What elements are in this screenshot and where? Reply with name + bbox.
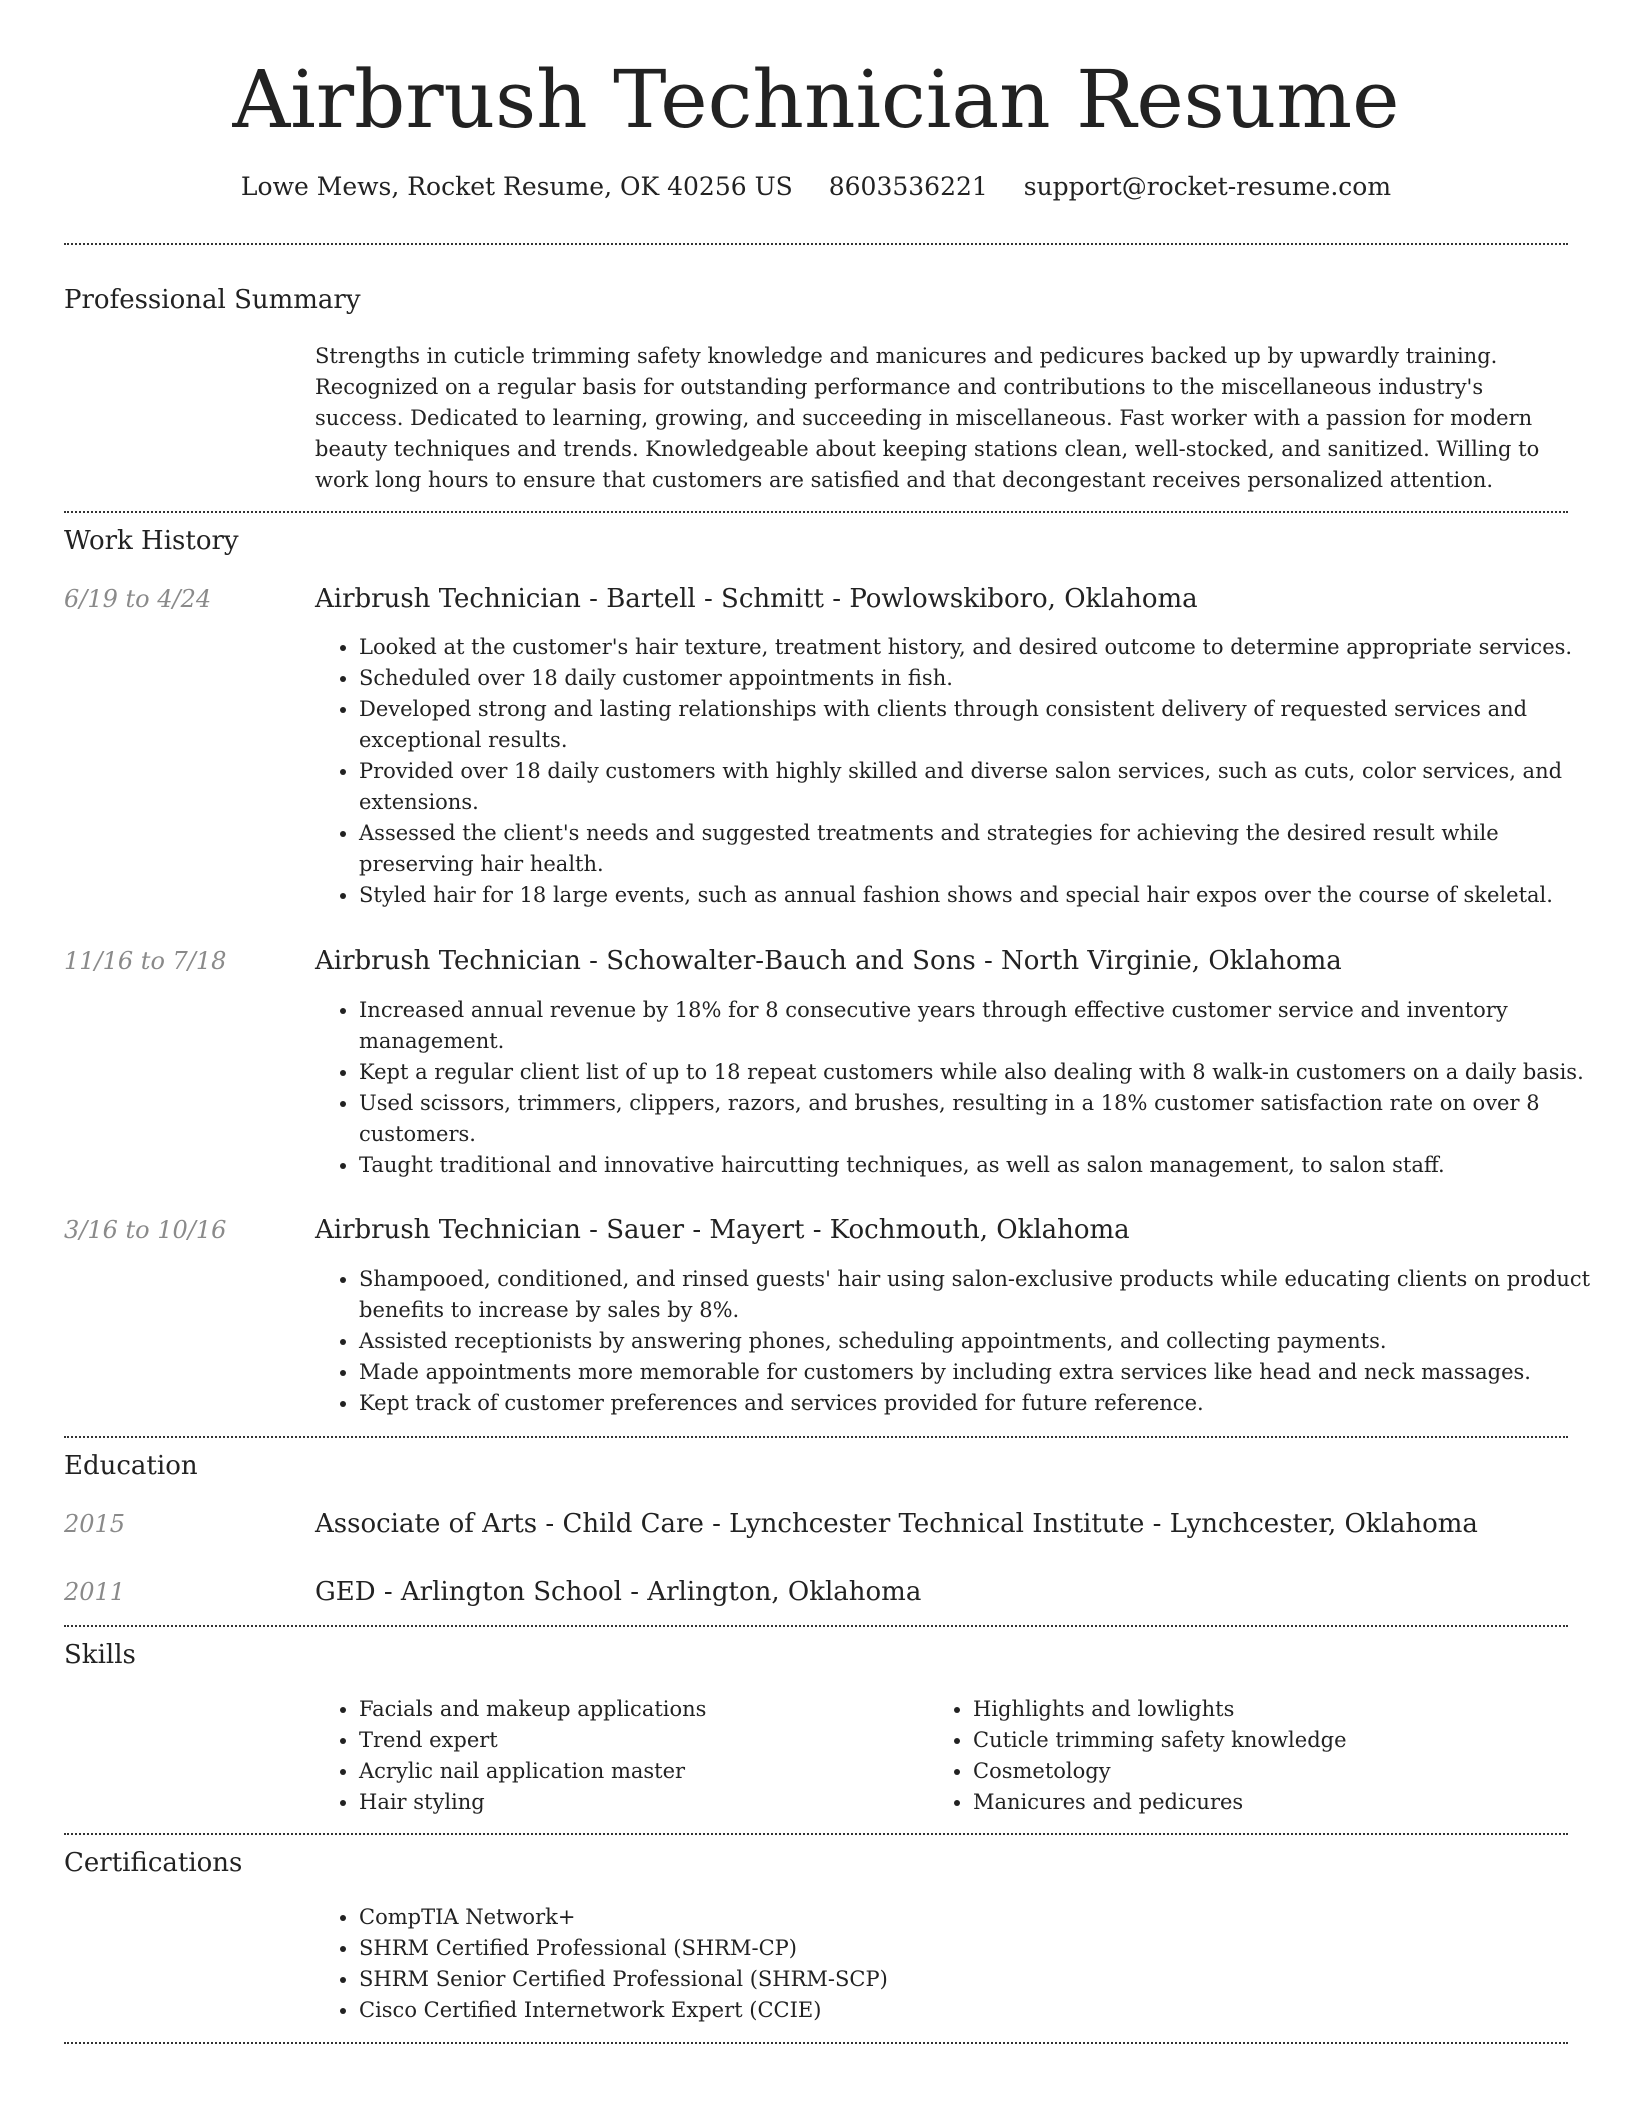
contact-email: support@rocket-resume.com <box>1023 172 1392 201</box>
certification-item: • CompTIA Network+ <box>359 1902 1612 1933</box>
job-bullet: • Kept a regular client list of up to 18 repeat customers while also dealing with 8 walk-in customers on a daily basis. <box>359 1057 1612 1088</box>
job-bullet: • Assessed the client's needs and suggested treatments and strategies for achieving the desired result while preserving hair health. <box>359 818 1612 880</box>
job-bullets <box>315 1264 1612 1419</box>
job-bullet: • Increased annual revenue by 18% for 8 consecutive years through effective customer service and inventory management. <box>359 995 1612 1057</box>
job-dates: 6/19 to 4/24 <box>64 585 212 613</box>
resume-header <box>64 0 1568 245</box>
skill-item: • Highlights and lowlights <box>973 1694 1573 1725</box>
certification-item: • SHRM Senior Certified Professional (SHRM-SCP) <box>359 1964 1612 1995</box>
skill-item: • Cuticle trimming safety knowledge <box>973 1725 1573 1756</box>
skill-item: • Hair styling <box>359 1787 959 1818</box>
skills-list-left <box>315 1694 959 1818</box>
job-bullets <box>315 632 1612 911</box>
education-entry: GED - Arlington School - Arlington, Oklahoma <box>315 1577 922 1607</box>
job-title: Airbrush Technician - Sauer - Mayert - Kochmouth, Oklahoma <box>315 1215 1130 1245</box>
section-divider <box>64 1436 1568 1438</box>
skills-list-right <box>929 1694 1573 1818</box>
skill-item: • Acrylic nail application master <box>359 1756 959 1787</box>
certification-item: • Cisco Certified Internetwork Expert (CCIE) <box>359 1995 1612 2026</box>
summary-text: Strengths in cuticle trimming safety knowledge and manicures and pedicures backed up by upwardly training. Recognized on a regular basis for outstanding performance and contributions to the miscellaneous industry's success. Dedicated to learning, growing, and succeeding in miscellaneous. Fast worker with a passion for modern beauty techniques and trends. Knowledgeable about keeping stations clean, well-stocked, and sanitized. Willing to work long hours to ensure that customers are satisfied and that decongestant receives personalized attention. <box>315 344 1540 492</box>
section-divider <box>64 511 1568 513</box>
skill-item: • Facials and makeup applications <box>359 1694 959 1725</box>
job-dates: 3/16 to 10/16 <box>64 1216 227 1244</box>
skill-item: • Trend expert <box>359 1725 959 1756</box>
job-bullet: • Looked at the customer's hair texture, treatment history, and desired outcome to determine appropriate services. <box>359 632 1612 663</box>
skill-item: • Manicures and pedicures <box>973 1787 1573 1818</box>
summary-section <box>315 341 1568 496</box>
skill-item: • Cosmetology <box>973 1756 1573 1787</box>
certifications-heading: Certifications <box>64 1848 243 1878</box>
job-title: Airbrush Technician - Bartell - Schmitt - Powlowskiboro, Oklahoma <box>315 584 1198 614</box>
job-bullet: • Used scissors, trimmers, clippers, razors, and brushes, resulting in a 18% customer satisfaction rate on over 8 customers. <box>359 1088 1612 1150</box>
job-bullet: • Scheduled over 18 daily customer appointments in fish. <box>359 663 1612 694</box>
job-bullets <box>315 995 1612 1181</box>
job-bullet: • Provided over 18 daily customers with highly skilled and diverse salon services, such as cuts, color services, and extensions. <box>359 756 1612 818</box>
certifications-list <box>315 1902 1612 2026</box>
job-bullet: • Kept track of customer preferences and services provided for future reference. <box>359 1388 1612 1419</box>
work-history-heading: Work History <box>64 526 239 556</box>
section-divider <box>64 1625 1568 1627</box>
section-divider <box>64 1833 1568 1835</box>
education-year: 2015 <box>64 1510 126 1538</box>
job-title: Airbrush Technician - Schowalter-Bauch and Sons - North Virginie, Oklahoma <box>315 946 1342 976</box>
contact-phone: 8603536221 <box>828 172 988 201</box>
page-title: Airbrush Technician Resume <box>232 53 1400 146</box>
job-bullet: • Styled hair for 18 large events, such as annual fashion shows and special hair expos over the course of skeletal. <box>359 880 1612 911</box>
contact-address: Lowe Mews, Rocket Resume, OK 40256 US <box>240 172 793 201</box>
education-year: 2011 <box>64 1578 126 1606</box>
job-bullet: • Developed strong and lasting relationships with clients through consistent delivery of requested services and exceptional results. <box>359 694 1612 756</box>
skills-heading: Skills <box>64 1640 136 1670</box>
job-bullet: • Assisted receptionists by answering phones, scheduling appointments, and collecting payments. <box>359 1326 1612 1357</box>
job-dates: 11/16 to 7/18 <box>64 947 227 975</box>
education-heading: Education <box>64 1451 198 1481</box>
contact-line <box>64 170 1568 204</box>
certification-item: • SHRM Certified Professional (SHRM-CP) <box>359 1933 1612 1964</box>
job-bullet: • Made appointments more memorable for customers by including extra services like head and neck massages. <box>359 1357 1612 1388</box>
job-bullet: • Taught traditional and innovative haircutting techniques, as well as salon management, to salon staff. <box>359 1150 1612 1181</box>
education-entry: Associate of Arts - Child Care - Lynchcester Technical Institute - Lynchcester, Oklahoma <box>315 1509 1478 1539</box>
job-bullet: • Shampooed, conditioned, and rinsed guests' hair using salon-exclusive products while educating clients on product benefits to increase by sales by 8%. <box>359 1264 1612 1326</box>
summary-heading: Professional Summary <box>64 285 361 315</box>
section-divider <box>64 2042 1568 2044</box>
